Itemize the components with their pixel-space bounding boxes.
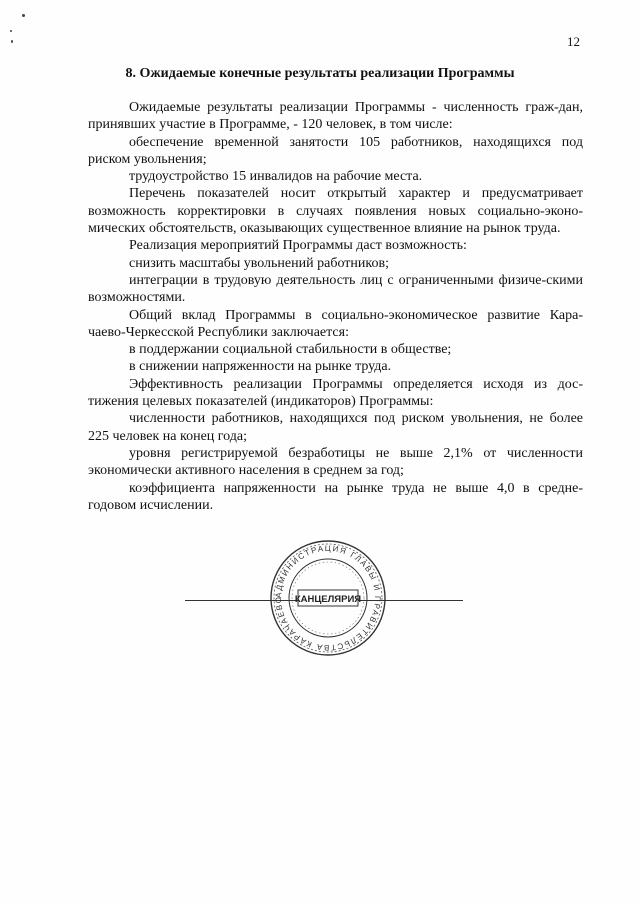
document-body	[88, 99, 583, 514]
paragraph: в снижении напряженности на рынке труда.	[129, 359, 392, 375]
paragraph: Перечень показателей носит открытый характер и предусматривает возможность корректировки в случаях появления новых социально-эконо-мических обстоятельств, оказывающих существенное влияние на рынок труда.	[88, 186, 583, 237]
paragraph: обеспечение временной занятости 105 работников, находящихся под риском увольнения;	[88, 134, 583, 167]
scan-speck	[11, 40, 13, 43]
paragraph: уровня регистрируемой безработицы не выше 2,1% от численности экономически активного населения в среднем за год;	[88, 445, 583, 479]
stamp-seal	[268, 538, 388, 658]
stamp-center-label: КАНЦЕЛЯРИЯ	[294, 594, 362, 605]
paragraph: трудоустройство 15 инвалидов на рабочие места.	[129, 169, 423, 185]
paragraph: коэффициента напряженности на рынке труда не выше 4,0 в средне-годовом исчислении.	[88, 480, 583, 513]
section-heading: 8. Ожидаемые конечные результаты реализации Программы	[125, 66, 515, 81]
scan-speck	[22, 14, 25, 17]
page-number: 12	[567, 34, 580, 49]
scan-speck	[10, 30, 12, 32]
paragraph: Эффективность реализации Программы определяется исходя из дос-тижения целевых показателей (индикаторов) Программы:	[88, 376, 583, 410]
paragraph: Общий вклад Программы в социально-экономическое развитие Кара-чаево-Черкесской Республики заключается:	[88, 307, 583, 340]
paragraph: Реализация мероприятий Программы даст возможность:	[129, 238, 467, 254]
stamp-ring-path: АДМИНИСТРАЦИЯ ГЛАВЫ И ПРАВИТЕЛЬСТВА КАРАЧАЕВО	[273, 543, 383, 653]
paragraph: интеграции в трудовую деятельность лиц с ограниченными физиче-скими возможностями.	[88, 272, 583, 306]
official-stamp	[268, 538, 388, 658]
paragraph: численности работников, находящихся под риском увольнения, не более 225 человек на конец года;	[88, 411, 583, 444]
paragraph: снизить масштабы увольнений работников;	[129, 255, 389, 271]
paragraph: Ожидаемые результаты реализации Программы - численность граж-дан, принявших участие в Программе, - 120 человек, в том числе:	[88, 100, 583, 133]
paragraph: в поддержании социальной стабильности в обществе;	[129, 342, 452, 358]
